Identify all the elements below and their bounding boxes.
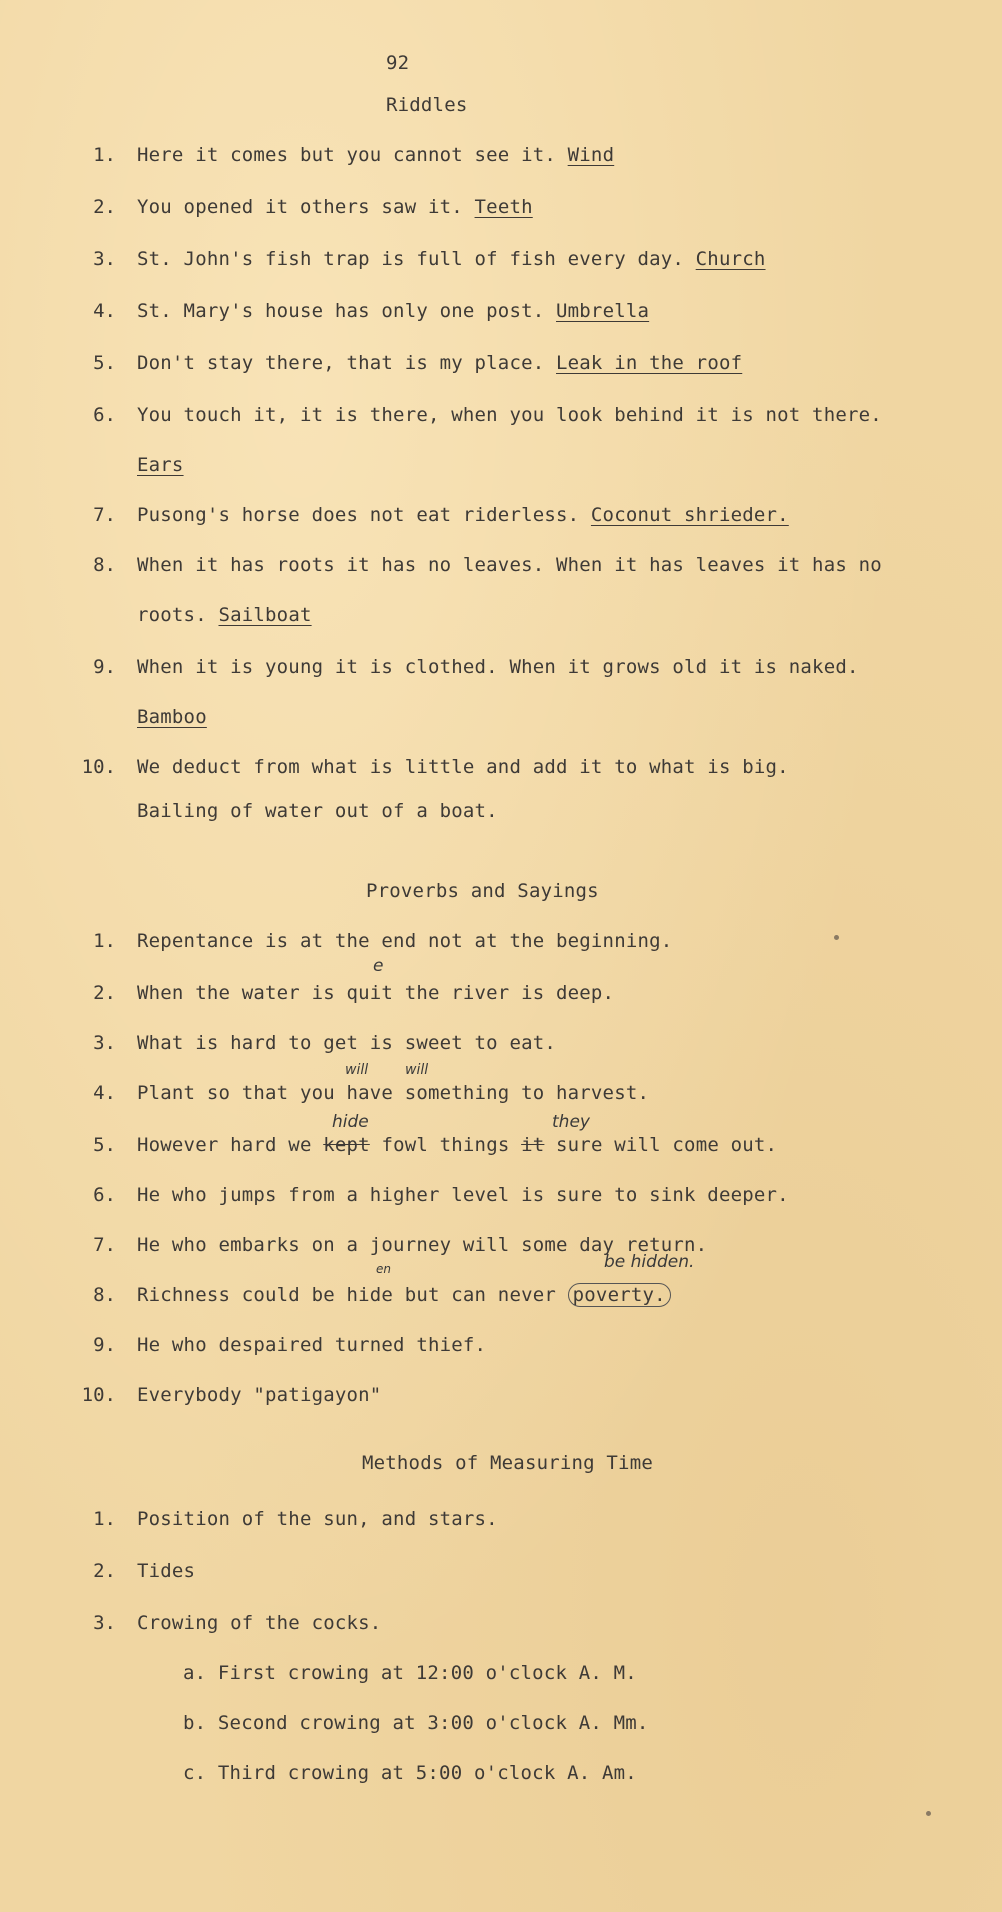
riddle-number: 9. xyxy=(93,656,116,678)
riddle-text: Here it comes but you cannot see it. Wind xyxy=(137,144,615,166)
proverb-number: 6. xyxy=(93,1184,116,1206)
riddle-answer: Bailing of water out of a boat. xyxy=(137,800,498,822)
riddle-text: You opened it others saw it. Teeth xyxy=(137,196,533,218)
riddle-answer: Coconut shrieder. xyxy=(590,504,789,526)
riddle-answer: Ears xyxy=(137,454,184,476)
handwritten-insertion: will xyxy=(405,1062,429,1078)
paper-speck xyxy=(926,1811,931,1816)
riddle-text: You touch it, it is there, when you look behind it is not there. xyxy=(137,404,882,426)
riddle-text: Pusong's horse does not eat riderless. Coconut shrieder. xyxy=(137,504,789,526)
time-subitem: c. Third crowing at 5:00 o'clock A. Am. xyxy=(183,1762,637,1784)
proverb-text: He who jumps from a higher level is sure to sink deeper. xyxy=(137,1184,789,1206)
proverb-text: What is hard to get is sweet to eat. xyxy=(137,1032,557,1054)
riddle-answer: Bamboo xyxy=(137,706,207,728)
riddle-number: 6. xyxy=(93,404,116,426)
proverb-text: Richness could be hide but can never poverty. xyxy=(137,1284,671,1306)
time-method-text: Position of the sun, and stars. xyxy=(137,1508,498,1530)
time-method-number: 3. xyxy=(93,1612,116,1634)
riddle-answer: Leak in the roof xyxy=(556,352,743,374)
section-title-riddles: Riddles xyxy=(386,94,468,116)
proverb-number: 3. xyxy=(93,1032,116,1054)
riddle-number: 1. xyxy=(93,144,116,166)
time-method-number: 2. xyxy=(93,1560,116,1582)
riddle-text: St. Mary's house has only one post. Umbrella xyxy=(137,300,650,322)
time-method-text: Crowing of the cocks. xyxy=(137,1612,382,1634)
riddle-number: 4. xyxy=(93,300,116,322)
proverb-number: 1. xyxy=(93,930,116,952)
proverb-number: 10. xyxy=(81,1384,116,1406)
riddle-number: 8. xyxy=(93,554,116,576)
proverb-number: 5. xyxy=(93,1134,116,1156)
time-method-text: Tides xyxy=(137,1560,196,1582)
riddle-answer: Church xyxy=(695,248,766,270)
section-title-time: Methods of Measuring Time xyxy=(362,1452,653,1474)
proverb-text: He who despaired turned thief. xyxy=(137,1334,487,1356)
riddle-answer: Wind xyxy=(567,144,615,166)
riddle-text: St. John's fish trap is full of fish every day. Church xyxy=(137,248,766,270)
riddle-text: We deduct from what is little and add it to what is big. xyxy=(137,756,789,778)
proverb-text: However hard we kept fowl things it sure will come out. xyxy=(137,1134,778,1156)
riddle-number: 3. xyxy=(93,248,116,270)
proverb-text: Plant so that you have something to harvest. xyxy=(137,1082,650,1104)
paper-speck xyxy=(834,935,839,940)
riddle-answer: Sailboat xyxy=(218,604,312,626)
struck-word: it xyxy=(521,1134,545,1156)
riddle-text-continued: roots. Sailboat xyxy=(137,604,312,626)
proverb-text: Repentance is at the end not at the beginning. xyxy=(137,930,673,952)
proverb-number: 2. xyxy=(93,982,116,1004)
riddle-answer: Umbrella xyxy=(556,300,650,322)
riddle-number: 10. xyxy=(81,756,116,778)
riddle-number: 2. xyxy=(93,196,116,218)
handwritten-insertion: be hidden. xyxy=(604,1252,695,1272)
circled-word: poverty. xyxy=(568,1283,671,1307)
proverb-number: 4. xyxy=(93,1082,116,1104)
struck-word: kept xyxy=(323,1134,370,1156)
handwritten-insertion: en xyxy=(376,1262,391,1276)
riddle-number: 7. xyxy=(93,504,116,526)
time-subitem: a. First crowing at 12:00 o'clock A. M. xyxy=(183,1662,637,1684)
proverb-text: Everybody "patigayon" xyxy=(137,1384,382,1406)
proverb-number: 7. xyxy=(93,1234,116,1256)
time-method-number: 1. xyxy=(93,1508,116,1530)
riddle-text: Don't stay there, that is my place. Leak in the roof xyxy=(137,352,743,374)
page-number: 92 xyxy=(386,52,410,74)
proverb-text: When the water is quit the river is deep. xyxy=(137,982,615,1004)
handwritten-insertion: hide xyxy=(332,1112,369,1132)
section-title-proverbs: Proverbs and Sayings xyxy=(366,880,599,902)
proverb-number: 8. xyxy=(93,1284,116,1306)
handwritten-insertion: will xyxy=(345,1062,369,1078)
riddle-answer: Teeth xyxy=(474,196,533,218)
handwritten-insertion: they xyxy=(552,1112,590,1132)
time-subitem: b. Second crowing at 3:00 o'clock A. Mm. xyxy=(183,1712,649,1734)
riddle-text: When it has roots it has no leaves. When it has leaves it has no xyxy=(137,554,882,576)
proverb-number: 9. xyxy=(93,1334,116,1356)
handwritten-correction: e xyxy=(373,956,384,976)
riddle-number: 5. xyxy=(93,352,116,374)
riddle-text: When it is young it is clothed. When it grows old it is naked. xyxy=(137,656,859,678)
proverb-text: He who embarks on a journey will some day return. xyxy=(137,1234,708,1256)
